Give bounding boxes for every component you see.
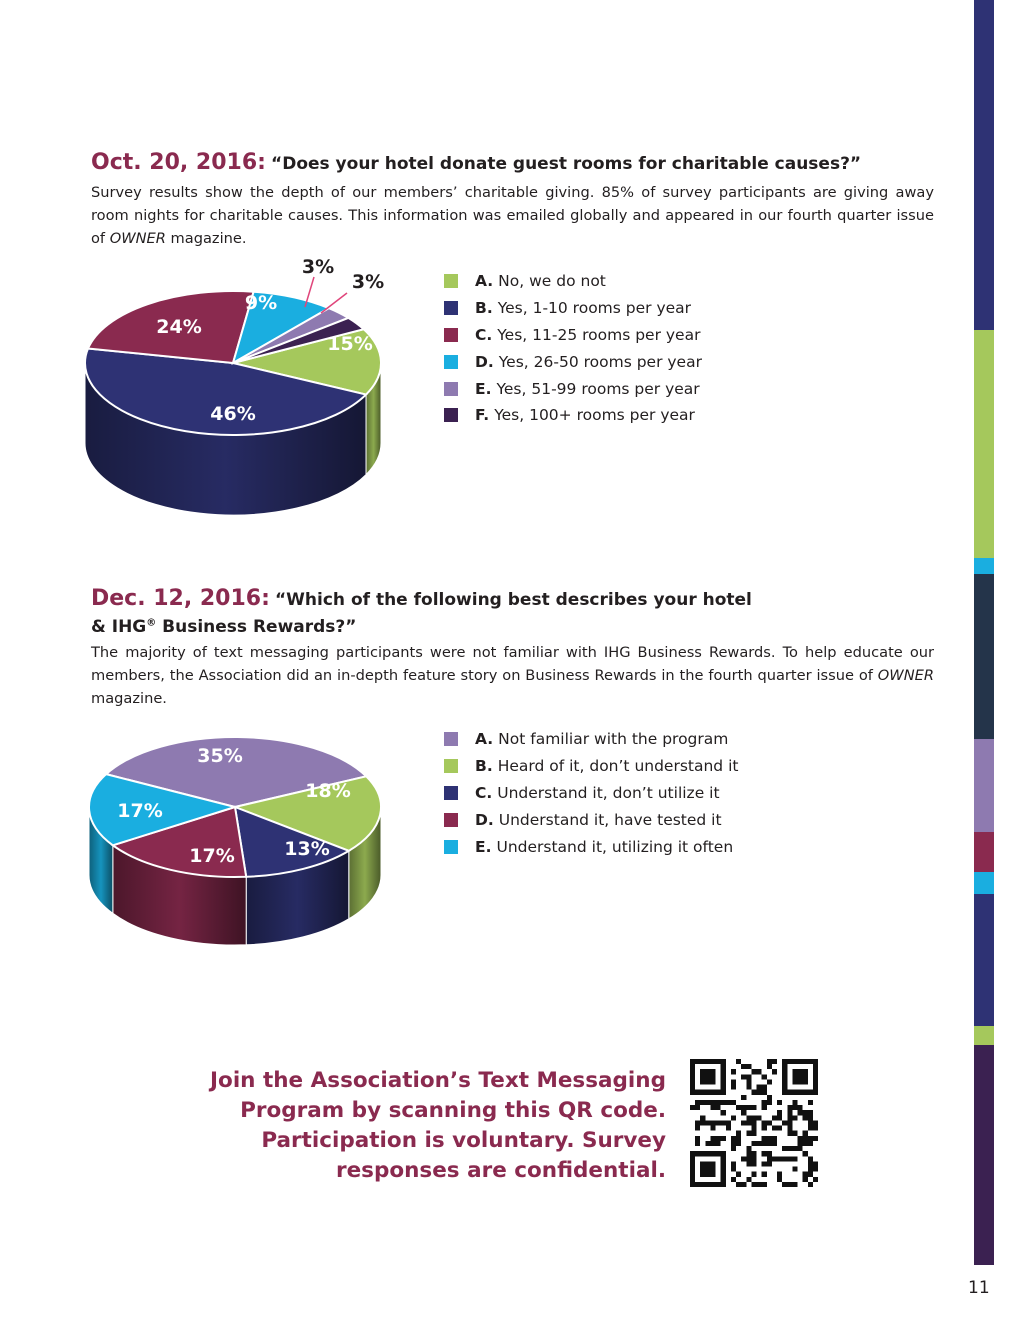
legend-label: Heard of it, don’t understand it (497, 757, 739, 776)
legend-swatch (444, 759, 458, 773)
legend-item (444, 806, 738, 833)
sidebar-segment (974, 330, 994, 558)
description-text: The majority of text messaging participants were not familiar with IHG Business Rewards. To help educate our members, the Association did an in-depth feature story on Business Rewards in the fourth quarter issue of (91, 643, 934, 684)
legend-business-rewards (444, 726, 738, 860)
legend-item (444, 402, 702, 429)
sidebar-segment (974, 558, 994, 574)
color-sidebar (974, 0, 994, 1265)
survey-section-oct (91, 150, 934, 250)
legend-letter: E. (475, 379, 492, 398)
legend-item (444, 322, 702, 349)
pie-chart-business-rewards (85, 725, 395, 950)
sidebar-segment (974, 872, 994, 894)
sidebar-segment (974, 1026, 994, 1045)
question-date: Oct. 20, 2016: (91, 150, 266, 175)
question-description (91, 181, 934, 250)
legend-label: Not familiar with the program (498, 730, 729, 749)
legend-letter: A. (475, 730, 494, 749)
qr-code-icon[interactable] (690, 1058, 818, 1188)
legend-letter: C. (475, 325, 493, 344)
legend-label: Yes, 26-50 rooms per year (498, 352, 702, 371)
description-text-end: magazine. (165, 230, 247, 247)
magazine-name: OWNER (109, 230, 166, 247)
legend-swatch (444, 813, 458, 827)
legend-label: Yes, 11-25 rooms per year (497, 325, 701, 344)
legend-item (444, 295, 702, 322)
slice-value-label: 15% (327, 333, 373, 355)
slice-value-label: 3% (301, 256, 335, 278)
legend-swatch (444, 408, 458, 422)
slice-value-label: 24% (156, 316, 202, 338)
sidebar-segment (974, 739, 994, 832)
callout-line: Program by scanning this QR code. (240, 1098, 666, 1123)
description-text-end: magazine. (91, 689, 167, 707)
legend-letter: B. (475, 299, 493, 318)
legend-label: Understand it, don’t utilize it (497, 783, 720, 802)
sidebar-segment (974, 1045, 994, 1265)
sidebar-segment (974, 0, 994, 330)
slice-value-label: 18% (305, 780, 351, 802)
question-heading (91, 150, 934, 177)
legend-letter: D. (475, 810, 494, 829)
legend-item (444, 726, 738, 753)
legend-item (444, 753, 738, 780)
legend-label: No, we do not (498, 272, 606, 291)
legend-swatch (444, 328, 458, 342)
slice-value-label: 17% (117, 800, 163, 822)
legend-label: Understand it, have tested it (498, 810, 722, 829)
legend-swatch (444, 382, 458, 396)
magazine-name: OWNER (877, 666, 934, 684)
question-text-line2: & IHG (91, 616, 147, 637)
legend-item (444, 780, 738, 807)
slice-value-label: 9% (244, 292, 278, 314)
legend-label: Yes, 1-10 rooms per year (497, 299, 692, 318)
callout-line: Join the Association’s Text Messaging (210, 1068, 666, 1093)
callout-line: Participation is voluntary. Survey (261, 1128, 666, 1153)
legend-swatch (444, 355, 458, 369)
description-text: Survey results show the depth of our members’ charitable giving. 85% of survey participants are giving away room nights for charitable causes. This information was emailed globally and appeared in our fourth quarter issue of (91, 184, 934, 247)
sidebar-segment (974, 574, 994, 739)
slice-value-label: 35% (197, 745, 243, 767)
legend-item (444, 348, 702, 375)
question-description (91, 641, 934, 710)
survey-section-dec (91, 586, 934, 710)
legend-label: Yes, 51-99 rooms per year (496, 379, 700, 398)
slice-value-label: 13% (284, 838, 330, 860)
question-heading (91, 586, 934, 613)
pie-chart-donations (85, 255, 405, 525)
legend-letter: C. (475, 783, 493, 802)
legend-swatch (444, 274, 458, 288)
text-program-callout (180, 1066, 666, 1186)
legend-swatch (444, 786, 458, 800)
legend-swatch (444, 732, 458, 746)
legend-swatch (444, 301, 458, 315)
legend-item (444, 268, 702, 295)
page-number: 11 (968, 1278, 990, 1298)
registered-mark: ® (146, 617, 157, 628)
sidebar-segment (974, 894, 994, 1026)
legend-letter: A. (475, 272, 494, 291)
legend-swatch (444, 840, 458, 854)
legend-letter: F. (475, 406, 490, 425)
slice-value-label: 17% (189, 845, 235, 867)
question-text-line2-end: Business Rewards?” (156, 616, 357, 637)
question-date: Dec. 12, 2016: (91, 586, 270, 611)
legend-item (444, 375, 702, 402)
sidebar-segment (974, 832, 994, 872)
question-text-line1: “Which of the following best describes your hotel (275, 590, 752, 610)
callout-line: responses are confidential. (335, 1158, 666, 1183)
slice-value-label: 3% (351, 271, 385, 293)
legend-item (444, 833, 738, 860)
legend-donations (444, 268, 702, 429)
legend-letter: E. (475, 837, 492, 856)
legend-letter: B. (475, 757, 493, 776)
legend-label: Understand it, utilizing it often (496, 837, 734, 856)
question-heading-line2 (91, 613, 934, 637)
question-text: “Does your hotel donate guest rooms for charitable causes?” (271, 154, 862, 174)
legend-letter: D. (475, 352, 494, 371)
slice-value-label: 46% (210, 403, 256, 425)
legend-label: Yes, 100+ rooms per year (494, 406, 695, 425)
